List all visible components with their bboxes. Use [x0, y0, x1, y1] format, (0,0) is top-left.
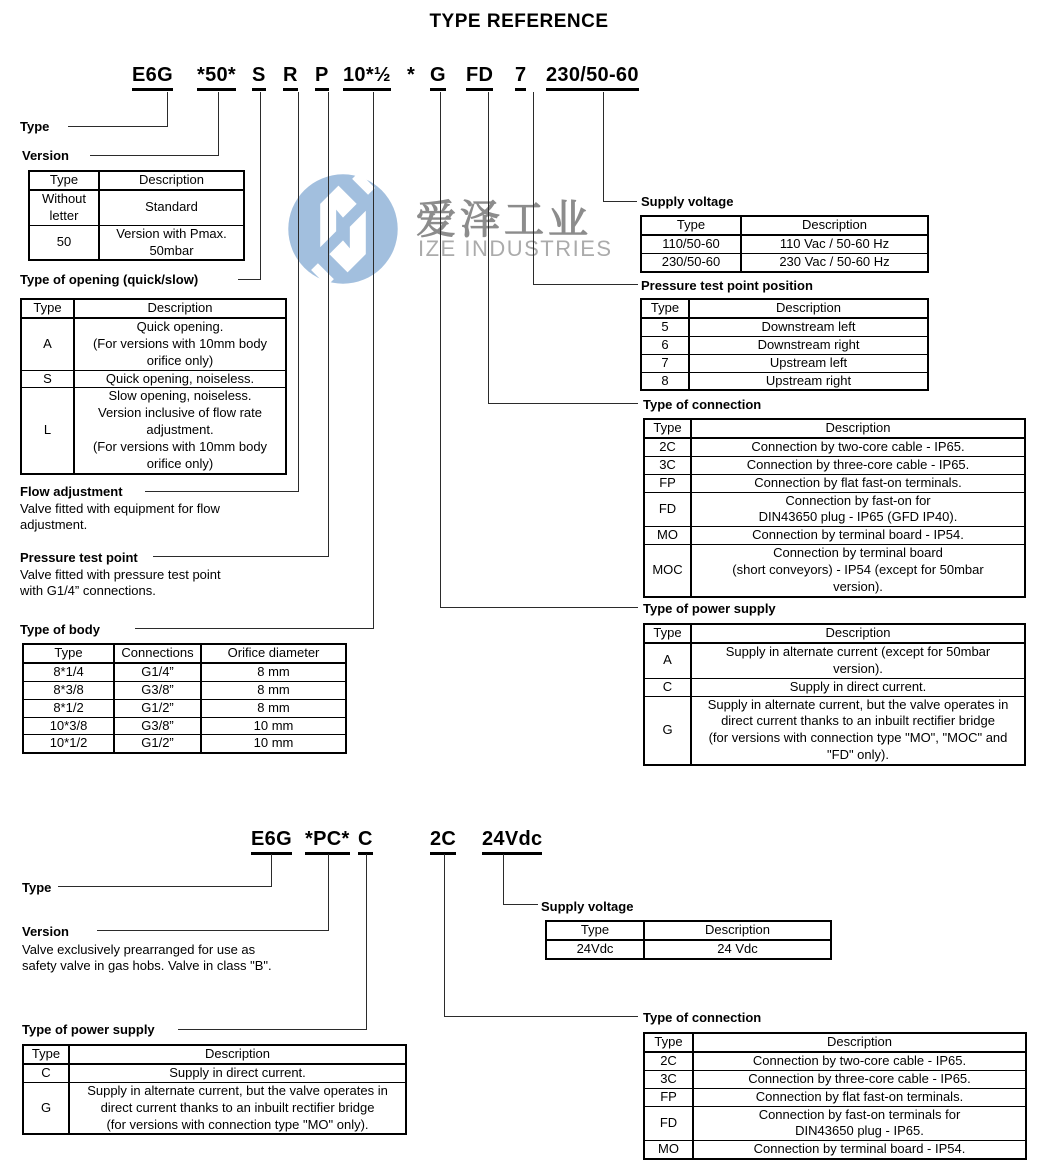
connector-line [440, 92, 441, 608]
text-pressure-test-point: Valve fitted with pressure test point with G1/4” connections. [20, 567, 221, 599]
table-row [644, 456, 1025, 474]
column-header: Description [644, 921, 831, 940]
header-row [546, 921, 831, 940]
table-cell: Connection by fast-on for DIN43650 plug - IP65 (GFD IP40). [691, 492, 1025, 527]
table-cell: FP [644, 1088, 693, 1106]
column-header: Description [691, 624, 1025, 643]
column-header: Description [741, 216, 928, 235]
table-cell: Connection by three-core cable - IP65. [691, 456, 1025, 474]
table-cell: 8*3/8 [23, 681, 114, 699]
connector-line [533, 284, 638, 285]
column-header: Type [644, 624, 691, 643]
connector-line [503, 854, 504, 905]
column-header: Type [23, 644, 114, 663]
supply-voltage-table-2 [545, 920, 832, 960]
table-cell: G [644, 696, 691, 765]
table-cell: 10 mm [201, 735, 346, 753]
header-row [641, 299, 928, 318]
table-cell: G1/2” [114, 735, 201, 753]
table-cell: Supply in direct current. [69, 1064, 406, 1082]
table-cell: G [23, 1082, 69, 1134]
connector-line [271, 854, 272, 887]
power-supply-table-1 [643, 623, 1026, 766]
table-row [644, 1088, 1026, 1106]
table-cell: 3C [644, 456, 691, 474]
table-row [29, 225, 244, 260]
column-header: Type [29, 171, 99, 190]
connector-line [328, 854, 329, 931]
code1-version: *50* [197, 64, 236, 91]
connector-line [97, 930, 328, 931]
table-cell: 230 Vac / 50-60 Hz [741, 253, 928, 271]
table-row [29, 190, 244, 225]
table-row [21, 318, 286, 370]
table-cell: Connection by terminal board (short conveyors) - IP54 (except for 50mbar version). [691, 545, 1025, 597]
header-row [29, 171, 244, 190]
watermark-latin-text: IZE INDUSTRIES [418, 236, 613, 261]
table-cell: 24 Vdc [644, 940, 831, 959]
watermark-chinese-text: 爱泽工业 [416, 198, 592, 242]
table-cell: 7 [641, 354, 689, 372]
table-row [641, 336, 928, 354]
code1-flow: R [283, 64, 298, 91]
header-row [23, 644, 346, 663]
column-header: Orifice diameter [201, 644, 346, 663]
table-cell: 8*1/2 [23, 699, 114, 717]
table-cell: FD [644, 492, 691, 527]
ize-logo-icon [286, 172, 400, 286]
code1-power: G [430, 64, 446, 91]
table-cell: MOC [644, 545, 691, 597]
table-cell: 8 mm [201, 681, 346, 699]
table-row [23, 699, 346, 717]
table-row [644, 1052, 1026, 1070]
header-row [23, 1045, 406, 1064]
table-cell: Upstream left [689, 354, 928, 372]
table-cell: Downstream right [689, 336, 928, 354]
table-cell: Connection by two-core cable - IP65. [693, 1052, 1026, 1070]
table-cell: L [21, 388, 74, 474]
table-cell: Supply in direct current. [691, 678, 1025, 696]
column-header: Type [644, 419, 691, 438]
table-cell: 24Vdc [546, 940, 644, 959]
table-row [644, 1070, 1026, 1088]
connection-table-2 [643, 1032, 1027, 1160]
column-header: Description [99, 171, 244, 190]
table-cell: FP [644, 474, 691, 492]
label-version-2: Version [22, 924, 69, 939]
table-row [644, 696, 1025, 765]
table-row [644, 545, 1025, 597]
table-cell: Supply in alternate current, but the valve operates in direct current thanks to an inbuilt rectifier bridge (for versions with connection type "MO", "MOC" and "FD" only). [691, 696, 1025, 765]
table-cell: 10*3/8 [23, 717, 114, 735]
connector-line [444, 854, 445, 1017]
column-header: Description [74, 299, 286, 318]
code1-type: E6G [132, 64, 173, 91]
table-cell: 8*1/4 [23, 663, 114, 681]
table-cell: FD [644, 1106, 693, 1141]
connector-line [503, 904, 538, 905]
code2-type: E6G [251, 828, 292, 855]
code1-connection: FD [466, 64, 493, 91]
table-cell: 10*1/2 [23, 735, 114, 753]
table-cell: MO [644, 527, 691, 545]
label-supply-voltage-1: Supply voltage [641, 194, 734, 209]
label-connection-1: Type of connection [643, 397, 762, 412]
column-header: Type [546, 921, 644, 940]
power-supply-table-2 [22, 1044, 407, 1135]
table-row [23, 735, 346, 753]
table-row [644, 643, 1025, 678]
connector-line [488, 403, 638, 404]
label-connection-2: Type of connection [643, 1010, 762, 1025]
table-row [641, 318, 928, 336]
code1-pressure-test-point: P [315, 64, 329, 91]
connector-line [153, 556, 328, 557]
table-row [23, 1082, 406, 1134]
label-ptp-position: Pressure test point position [641, 278, 813, 293]
ptp-position-table [640, 298, 929, 391]
label-opening: Type of opening (quick/slow) [20, 272, 199, 287]
label-power-supply-1: Type of power supply [643, 601, 776, 616]
opening-table [20, 298, 287, 475]
table-cell: 5 [641, 318, 689, 336]
table-cell: 2C [644, 438, 691, 456]
connector-line [145, 491, 298, 492]
connector-line [90, 155, 218, 156]
table-cell: Quick opening. (For versions with 10mm body orifice only) [74, 318, 286, 370]
connector-line [218, 92, 219, 156]
table-cell: Connection by three-core cable - IP65. [693, 1070, 1026, 1088]
table-row [641, 372, 928, 390]
table-cell: Connection by flat fast-on terminals. [693, 1088, 1026, 1106]
table-row [23, 1064, 406, 1082]
table-row [644, 527, 1025, 545]
table-cell: 110 Vac / 50-60 Hz [741, 235, 928, 253]
table-cell: A [21, 318, 74, 370]
label-version-1: Version [22, 148, 69, 163]
table-cell: Connection by two-core cable - IP65. [691, 438, 1025, 456]
table-row [644, 492, 1025, 527]
table-row [23, 663, 346, 681]
code2-voltage: 24Vdc [482, 828, 542, 855]
table-cell: Connection by terminal board - IP54. [693, 1141, 1026, 1159]
table-cell: G3/8” [114, 681, 201, 699]
column-header: Description [693, 1033, 1026, 1052]
code2-version: *PC* [305, 828, 350, 855]
code1-position: 7 [515, 64, 526, 91]
table-cell: Connection by flat fast-on terminals. [691, 474, 1025, 492]
table-cell: Slow opening, noiseless. Version inclusive of flow rate adjustment. (For versions with 10mm body orifice only) [74, 388, 286, 474]
table-row [23, 681, 346, 699]
table-cell: MO [644, 1141, 693, 1159]
code1-opening: S [252, 64, 266, 91]
table-cell: 230/50-60 [641, 253, 741, 271]
table-cell: Downstream left [689, 318, 928, 336]
column-header: Description [689, 299, 928, 318]
connector-line [58, 886, 271, 887]
connector-line [298, 92, 299, 492]
table-row [641, 253, 928, 271]
table-cell: 8 mm [201, 663, 346, 681]
table-cell: G1/2” [114, 699, 201, 717]
table-cell: 10 mm [201, 717, 346, 735]
text-flow-adjustment: Valve fitted with equipment for flow adjustment. [20, 501, 220, 533]
label-supply-voltage-2: Supply voltage [541, 899, 634, 914]
table-row [644, 1141, 1026, 1159]
table-cell: G3/8” [114, 717, 201, 735]
table-cell: Quick opening, noiseless. [74, 370, 286, 388]
table-cell: Upstream right [689, 372, 928, 390]
table-cell: Connection by terminal board - IP54. [691, 527, 1025, 545]
header-row [644, 419, 1025, 438]
page-title: TYPE REFERENCE [429, 11, 609, 32]
connector-line [603, 92, 604, 202]
table-cell: 50 [29, 225, 99, 260]
column-header: Type [23, 1045, 69, 1064]
table-cell: 8 mm [201, 699, 346, 717]
text-version-2: Valve exclusively prearranged for use as safety valve in gas hobs. Valve in class "B". [22, 942, 272, 974]
header-row [644, 624, 1025, 643]
supply-voltage-table-1 [640, 215, 929, 273]
table-cell: 8 [641, 372, 689, 390]
column-header: Type [641, 299, 689, 318]
table-cell: G1/4” [114, 663, 201, 681]
connector-line [373, 92, 374, 629]
table-cell: Connection by fast-on terminals for DIN43650 plug - IP65. [693, 1106, 1026, 1141]
header-row [21, 299, 286, 318]
header-row [641, 216, 928, 235]
column-header: Type [641, 216, 741, 235]
table-row [644, 678, 1025, 696]
column-header: Connections [114, 644, 201, 663]
table-row [21, 370, 286, 388]
column-header: Description [691, 419, 1025, 438]
connector-line [444, 1016, 638, 1017]
label-type-1: Type [20, 119, 50, 134]
label-type-2: Type [22, 880, 52, 895]
table-row [21, 388, 286, 474]
code1-body: 10*½ [343, 64, 391, 91]
table-row [641, 235, 928, 253]
connector-line [533, 92, 534, 285]
table-row [641, 354, 928, 372]
label-flow-adjustment: Flow adjustment [20, 484, 123, 499]
label-type-of-body: Type of body [20, 622, 100, 637]
body-table [22, 643, 347, 754]
table-cell: Version with Pmax. 50mbar [99, 225, 244, 260]
column-header: Description [69, 1045, 406, 1064]
table-row [644, 474, 1025, 492]
table-row [23, 717, 346, 735]
label-power-supply-2: Type of power supply [22, 1022, 155, 1037]
column-header: Type [644, 1033, 693, 1052]
connector-line [238, 279, 260, 280]
table-cell: Supply in alternate current, but the valve operates in direct current thanks to an inbuilt rectifier bridge (for versions with connection type "MO" only). [69, 1082, 406, 1134]
table-cell: C [23, 1064, 69, 1082]
code1-voltage: 230/50-60 [546, 64, 639, 91]
table-cell: Without letter [29, 190, 99, 225]
connector-line [488, 92, 489, 404]
connector-line [440, 607, 638, 608]
column-header: Type [21, 299, 74, 318]
connector-line [603, 201, 637, 202]
connection-table-1 [643, 418, 1026, 598]
table-cell: 6 [641, 336, 689, 354]
connector-line [178, 1029, 366, 1030]
table-row [644, 438, 1025, 456]
table-cell: C [644, 678, 691, 696]
connector-line [260, 92, 261, 280]
header-row [644, 1033, 1026, 1052]
table-row [546, 940, 831, 959]
table-cell: 3C [644, 1070, 693, 1088]
label-pressure-test-point: Pressure test point [20, 550, 138, 565]
connector-line [167, 92, 168, 127]
table-cell: 2C [644, 1052, 693, 1070]
connector-line [328, 92, 329, 557]
connector-line [135, 628, 373, 629]
table-cell: 110/50-60 [641, 235, 741, 253]
connector-line [366, 854, 367, 1030]
connector-line [68, 126, 167, 127]
table-cell: A [644, 643, 691, 678]
code2-power: C [358, 828, 373, 855]
version-table [28, 170, 245, 261]
table-cell: S [21, 370, 74, 388]
code2-connection: 2C [430, 828, 456, 855]
table-cell: Standard [99, 190, 244, 225]
table-cell: Supply in alternate current (except for 50mbar version). [691, 643, 1025, 678]
code1-star: * [407, 64, 416, 86]
table-row [644, 1106, 1026, 1141]
